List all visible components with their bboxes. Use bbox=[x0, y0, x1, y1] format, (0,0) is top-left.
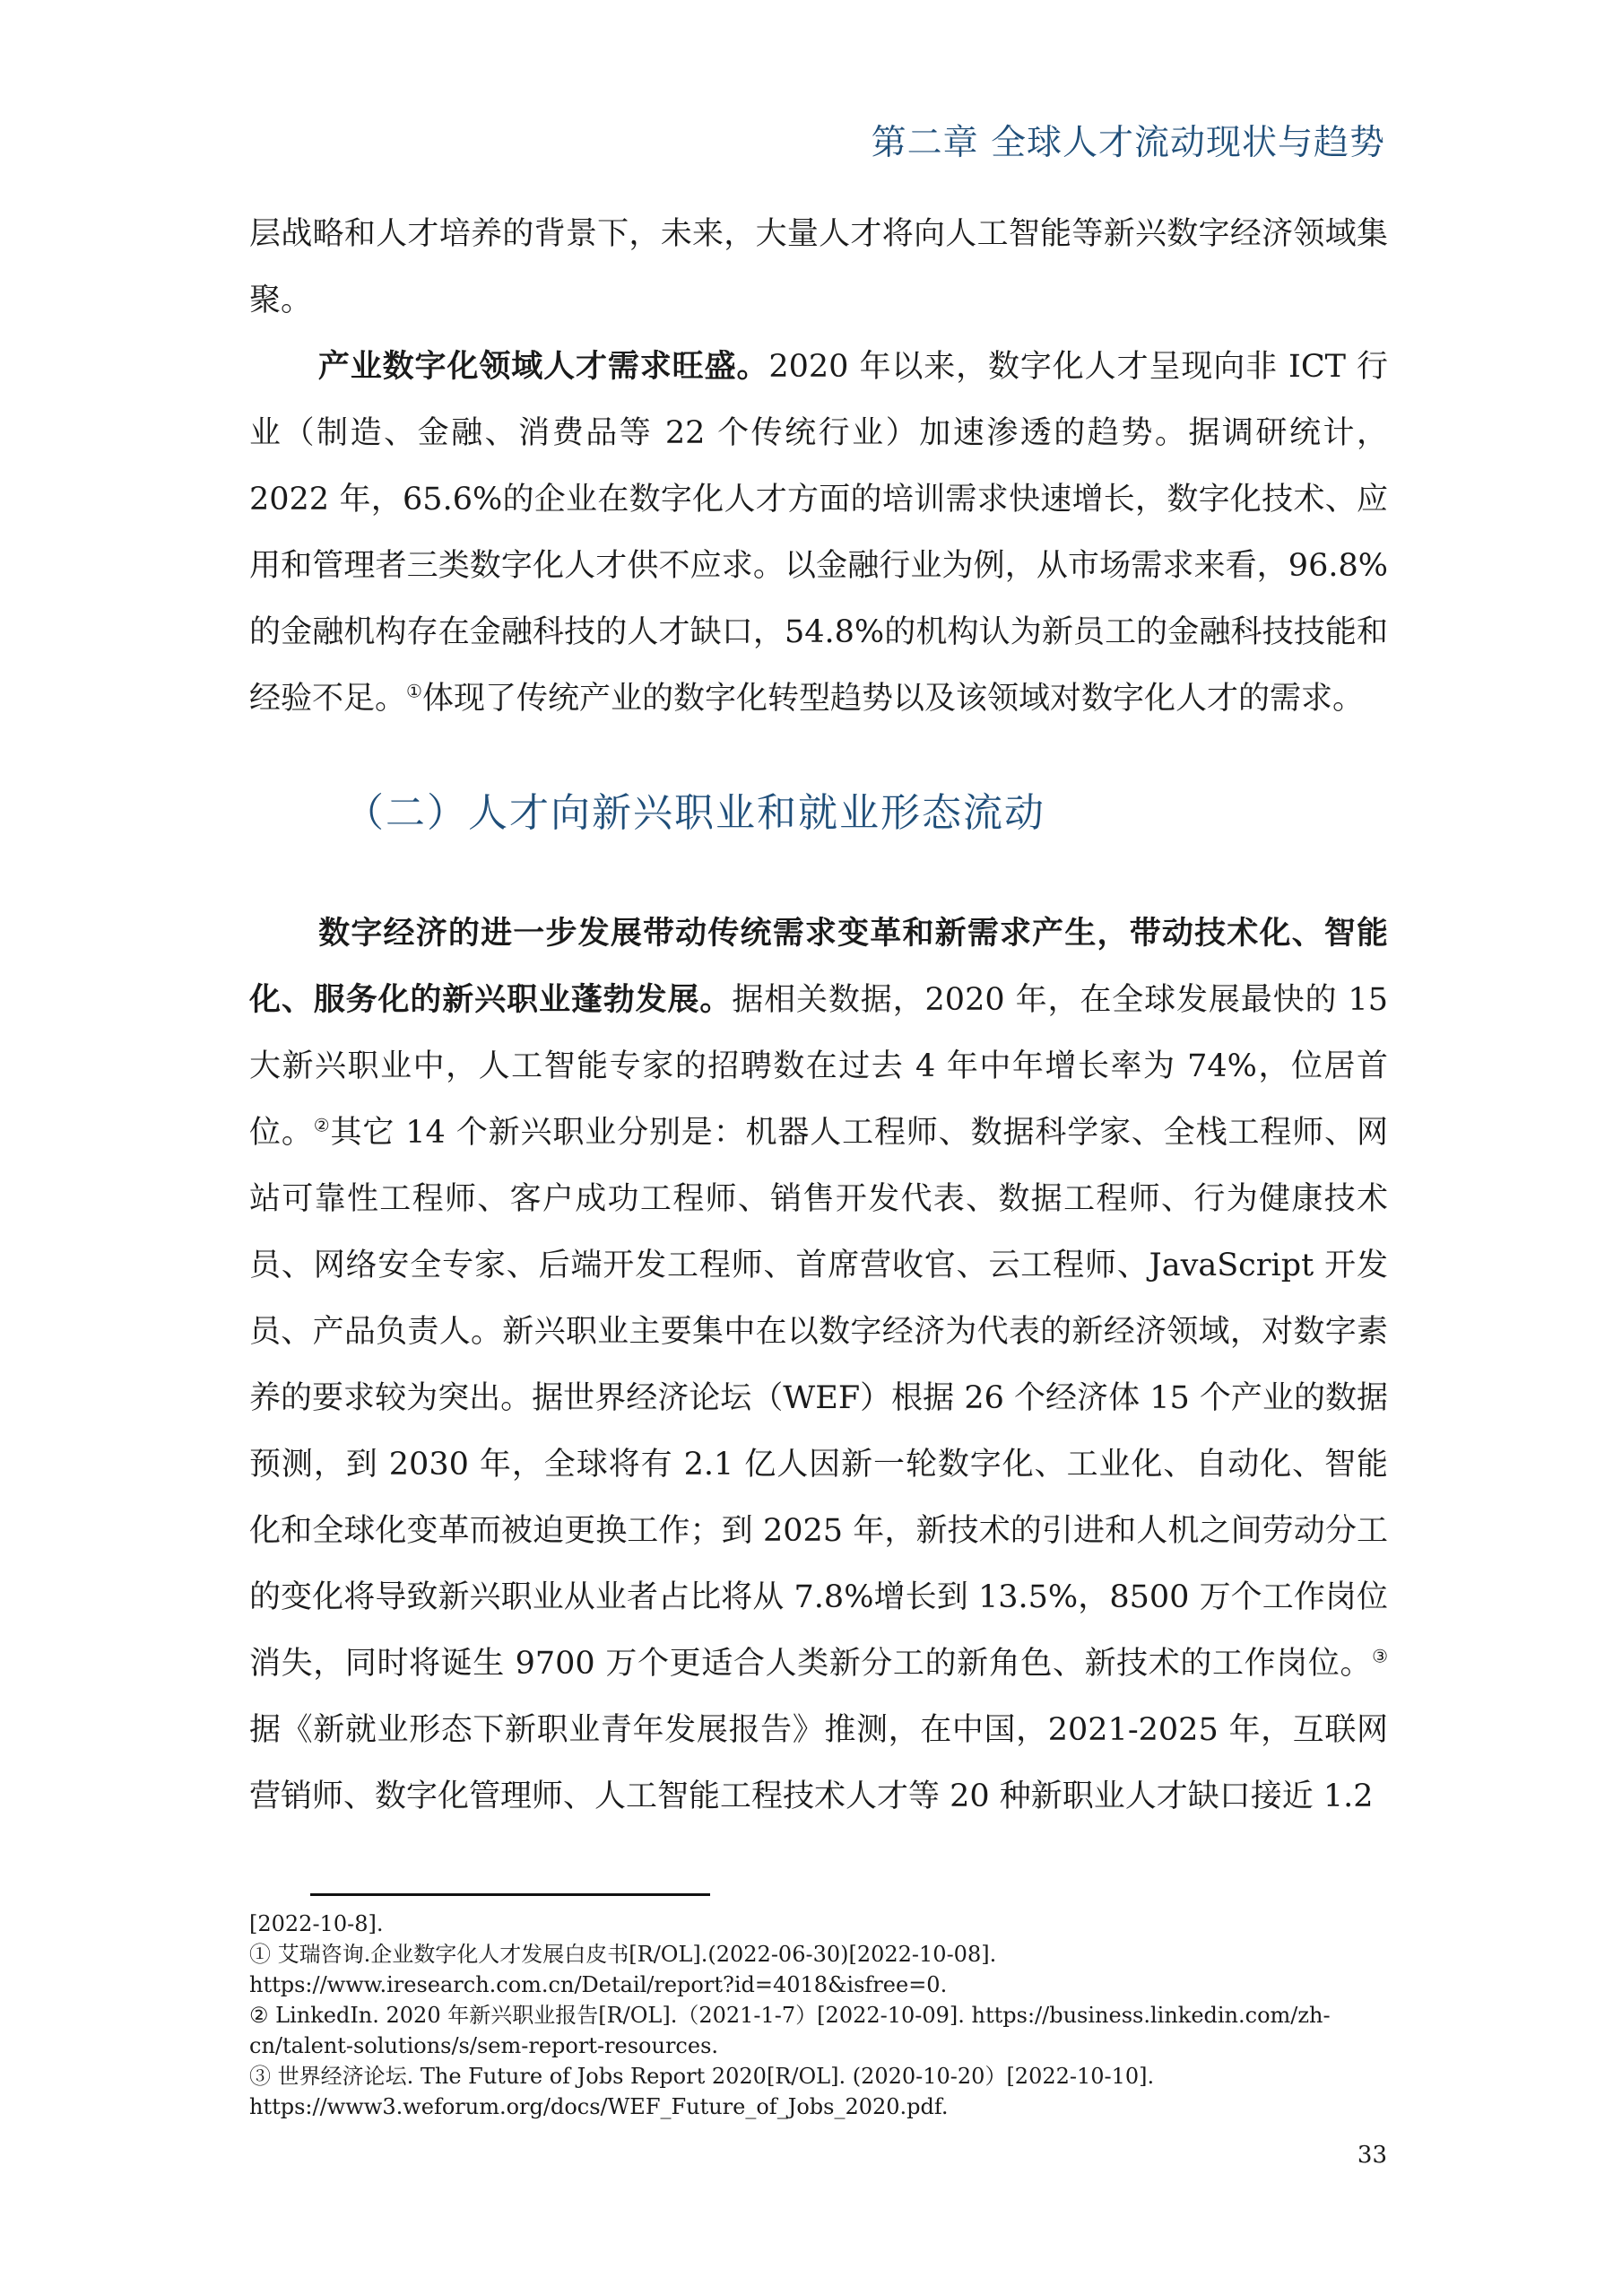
footnotes bbox=[249, 1909, 1388, 2122]
footnote-ref-2[interactable]: ② bbox=[313, 1114, 331, 1136]
footnote-line[interactable]: ② LinkedIn. 2020 年新兴职业报告[R/OL].（2021-1-7）[2022-10-09]. https://business.linkedin.com/zh- bbox=[249, 2003, 1331, 2028]
paragraph-1 bbox=[249, 201, 1388, 334]
paragraph-3-text-b: 其它 14 个新兴职业分别是：机器人工程师、数据科学家、全栈工程师、网站可靠性工程师、客户成功工程师、销售开发代表、数据工程师、行为健康技术员、网络安全专家、后端开发工程师、首席营收官、云工程师、JavaScript 开发员、产品负责人。新兴职业主要集中在以数字经济为代表的新经济领域，对数字素养的要求较为突出。据世界经济论坛（WEF）根据 26 个经济体 15 个产业的数据预测，到 2030 年，全球将有 2.1 亿人因新一轮数字化、工业化、自动化、智能化和全球化变革而被迫更换工作；到 2025 年，新技术的引进和人机之间劳动分工的变化将导致新兴职业从业者占比将从 7.8%增长到 13.5%，8500 万个工作岗位消失，同时将诞生 9700 万个更适合人类新分工的新角色、新技术的工作岗位。 bbox=[249, 1115, 1388, 1682]
running-header-title: 第二章 全球人才流动现状与趋势 bbox=[871, 123, 1385, 163]
paragraph-1-text: 层战略和人才培养的背景下，未来，大量人才将向人工智能等新兴数字经济领域集聚。 bbox=[249, 216, 1388, 318]
paragraph-3-text-a: 据相关数据，2020 年，在全球发展最快的 15 大新兴职业中，人工智能专家的招聘数在过去 4 年中年增长率为 74%，位居首位。 bbox=[249, 982, 1388, 1151]
footnote-line[interactable]: https://www.iresearch.com.cn/Detail/report?id=4018&isfree=0. bbox=[249, 1972, 948, 1997]
footnote-ref-3[interactable]: ③ bbox=[1372, 1645, 1388, 1667]
paragraph-2 bbox=[249, 334, 1388, 732]
footnote-line[interactable]: https://www3.weforum.org/docs/WEF_Future_of_Jobs_2020.pdf. bbox=[249, 2094, 949, 2119]
paragraph-emerging-occupations bbox=[249, 900, 1388, 1830]
footnote-line: ① 艾瑞咨询.企业数字化人才发展白皮书[R/OL].(2022-06-30)[2022-10-08]. bbox=[249, 1942, 997, 1967]
page-number: 33 bbox=[1357, 2142, 1387, 2169]
footnote-divider bbox=[310, 1893, 710, 1896]
paragraph-2-text-b: 体现了传统产业的数字化转型趋势以及该领域对数字化人才的需求。 bbox=[421, 681, 1364, 717]
footnote-ref-1[interactable]: ① bbox=[406, 680, 422, 702]
paragraph-3-lead: 数字经济的进一步发展带动传统需求变革和新需求产生，带动技术化、智能化、服务化的新兴职业蓬勃发展。 bbox=[249, 916, 1388, 1018]
paragraph-3-text-c: 据《新就业形态下新职业青年发展报告》推测，在中国，2021-2025 年，互联网营销师、数字化管理师、人工智能工程技术人才等 20 种新职业人才缺口接近 1.2 bbox=[249, 1712, 1388, 1814]
paragraph-3 bbox=[249, 900, 1388, 1830]
footnote-line[interactable]: cn/talent-solutions/s/sem-report-resources. bbox=[249, 2033, 719, 2058]
paragraph-2-text-a: 2020 年以来，数字化人才呈现向非 ICT 行业（制造、金融、消费品等 22 个传统行业）加速渗透的趋势。据调研统计，2022 年，65.6%的企业在数字化人才方面的培训需求快速增长，数字化技术、应用和管理者三类数字化人才供不应求。以金融行业为例，从市场需求来看，96.8%的金融机构存在金融科技的人才缺口，54.8%的机构认为新员工的金融科技技能和经验不足。 bbox=[249, 349, 1388, 717]
footnote-line: [2022-10-8]. bbox=[249, 1911, 384, 1936]
footnote-line: ③ 世界经济论坛. The Future of Jobs Report 2020[R/OL]. (2020-10-20）[2022-10-10]. bbox=[249, 2064, 1155, 2089]
paragraph-continuation bbox=[249, 201, 1388, 334]
section-heading: （二）人才向新兴职业和就业形态流动 bbox=[344, 790, 1045, 836]
paragraph-industry-digitalization bbox=[249, 334, 1388, 732]
paragraph-2-lead: 产业数字化领域人才需求旺盛。 bbox=[317, 349, 769, 385]
